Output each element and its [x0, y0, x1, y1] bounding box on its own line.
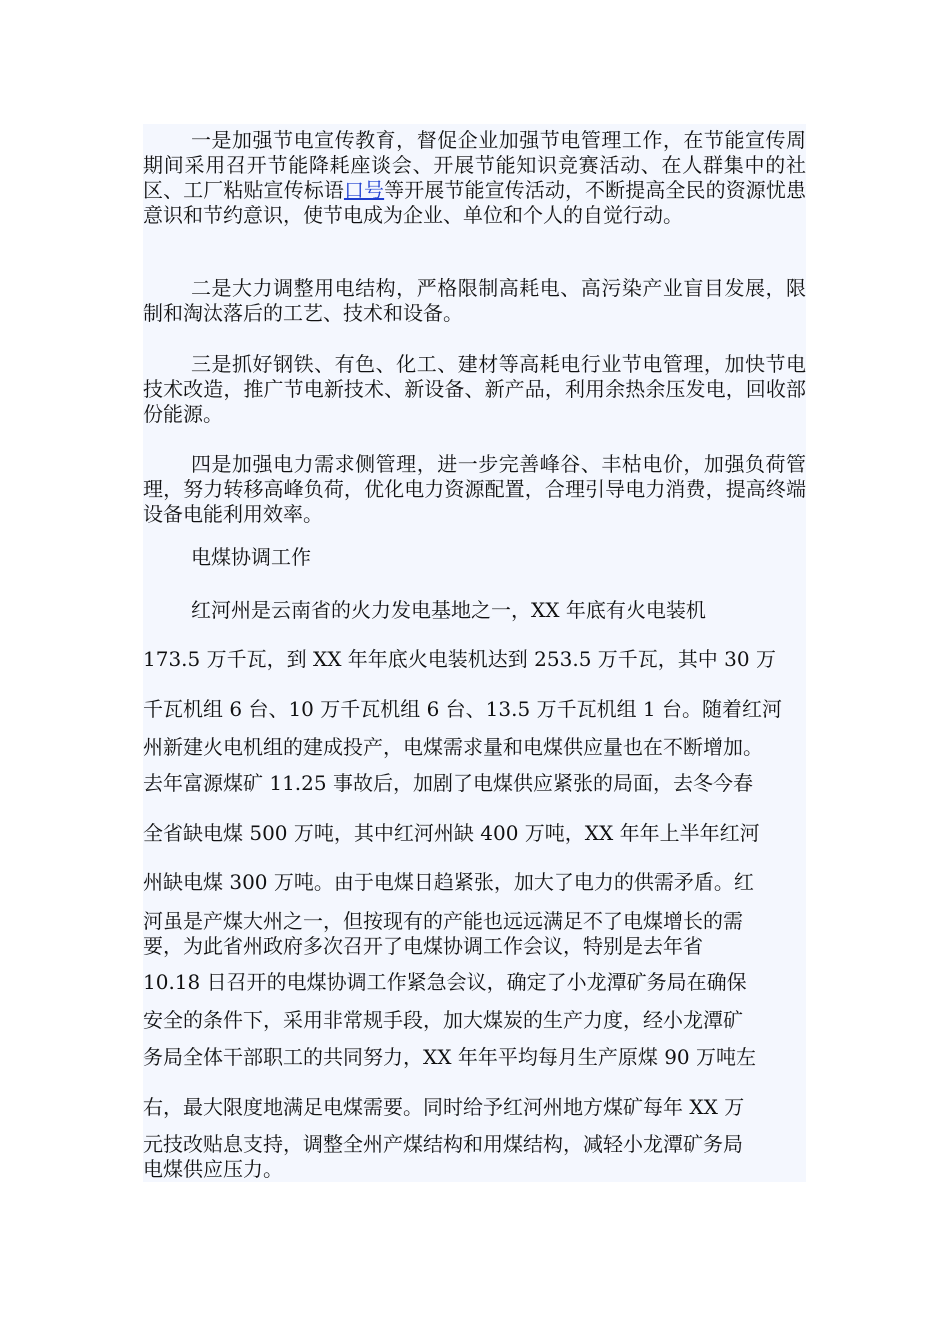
- paragraph-1-text-a: 一是加强节电宣传教育，督促企业加强节电管理工作，在节能宣传周期间采用召开节能降耗座谈会、开展节能知识竞赛活动、在人群集中的社区、工厂粘贴宣传标语: [143, 128, 806, 202]
- section-line-1: 红河州是云南省的火力发电基地之一，XX 年底有火电装机: [191, 598, 706, 622]
- paragraph-4: 四是加强电力需求侧管理，进一步完善峰谷、丰枯电价，加强负荷管理，努力转移高峰负荷，优化电力资源配置，合理引导电力消费，提高终端设备电能利用效率。: [143, 452, 806, 526]
- section-line-15: 电煤供应压力。: [143, 1157, 283, 1181]
- section-line-8: 河虽是产煤大州之一，但按现有的产能也远远满足不了电煤增长的需: [143, 909, 743, 933]
- document-body: [143, 124, 806, 1182]
- section-line-7: 州缺电煤 300 万吨。由于电煤日趋紧张，加大了电力的供需矛盾。红: [143, 870, 754, 894]
- section-line-14: 元技改贴息支持，调整全州产煤结构和用煤结构，减轻小龙潭矿务局: [143, 1132, 743, 1156]
- section-line-11: 安全的条件下，采用非常规手段，加大煤炭的生产力度，经小龙潭矿: [143, 1008, 743, 1032]
- section-line-9: 要，为此省州政府多次召开了电煤协调工作会议，特别是去年省: [143, 934, 703, 958]
- paragraph-2: 二是大力调整用电结构，严格限制高耗电、高污染产业盲目发展，限制和淘汰落后的工艺、技术和设备。: [143, 276, 806, 325]
- section-line-13: 右，最大限度地满足电煤需要。同时给予红河州地方煤矿每年 XX 万: [143, 1095, 745, 1119]
- section-heading: 电煤协调工作: [191, 545, 311, 569]
- paragraph-1-text-b: 等开展节能宣传活动，不断提高全民的资源忧患意识和节约意识，使节电成为企业、单位和个人的自觉行动。: [143, 178, 806, 227]
- paragraph-1: [143, 128, 806, 228]
- section-line-2: 173.5 万千瓦，到 XX 年年底火电装机达到 253.5 万千瓦，其中 30 万: [143, 647, 776, 671]
- section-line-10: 10.18 日召开的电煤协调工作紧急会议，确定了小龙潭矿务局在确保: [143, 970, 747, 994]
- section-line-4: 州新建火电机组的建成投产，电煤需求量和电煤供应量也在不断增加。: [143, 735, 763, 759]
- section-line-6: 全省缺电煤 500 万吨，其中红河州缺 400 万吨，XX 年年上半年红河: [143, 821, 760, 845]
- section-line-3: 千瓦机组 6 台、10 万千瓦机组 6 台、13.5 万千瓦机组 1 台。随着红河: [143, 697, 783, 721]
- slogan-link[interactable]: 口号: [343, 178, 385, 202]
- paragraph-3: 三是抓好钢铁、有色、化工、建材等高耗电行业节电管理，加快节电技术改造，推广节电新技术、新设备、新产品，利用余热余压发电，回收部份能源。: [143, 352, 806, 426]
- section-line-12: 务局全体干部职工的共同努力，XX 年年平均每月生产原煤 90 万吨左: [143, 1045, 756, 1069]
- section-line-5: 去年富源煤矿 11.25 事故后，加剧了电煤供应紧张的局面，去冬今春: [143, 771, 753, 795]
